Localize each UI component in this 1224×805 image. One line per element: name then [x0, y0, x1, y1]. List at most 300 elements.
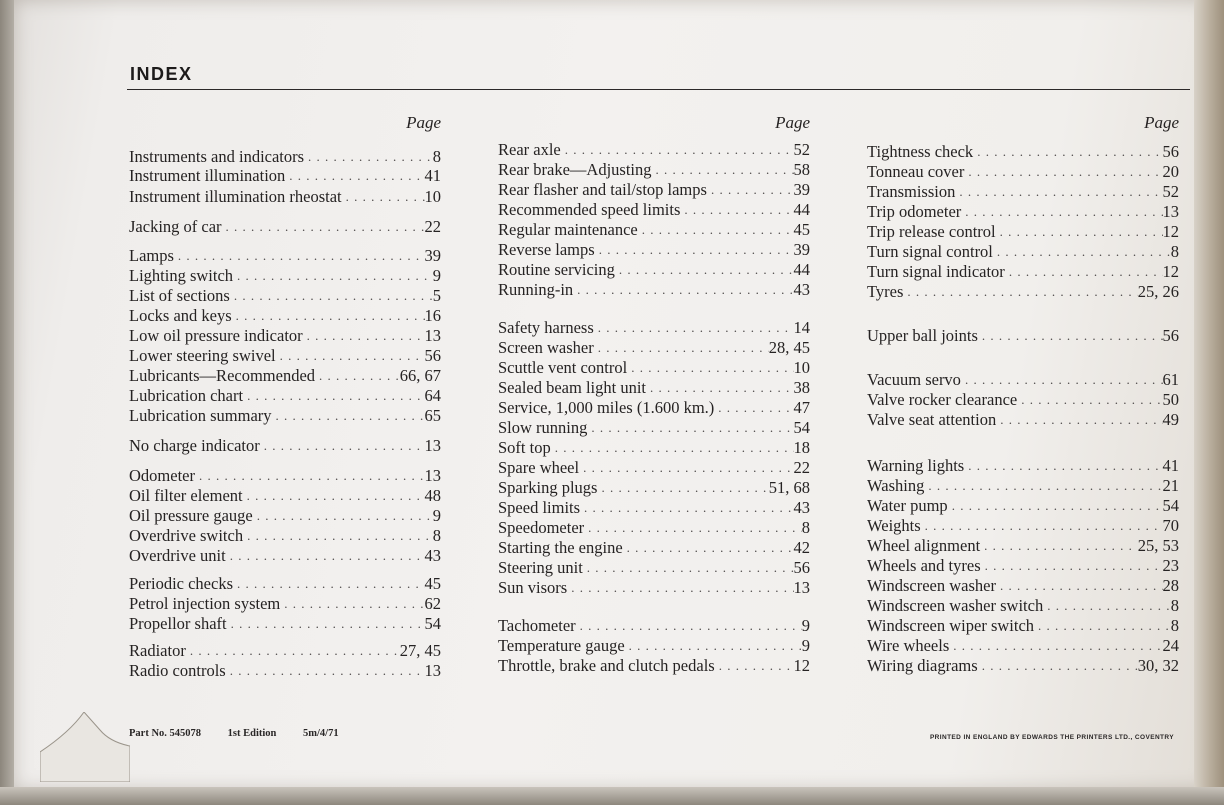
dog-eared-corner — [40, 712, 130, 782]
index-entry — [867, 202, 1179, 222]
index-entry — [129, 594, 441, 614]
index-term: No charge indicator — [129, 436, 260, 455]
dot-leader — [652, 160, 794, 180]
index-term: Radiator — [129, 641, 186, 660]
index-page-number: 5 — [432, 286, 441, 305]
dot-leader — [707, 180, 794, 200]
dot-leader — [186, 641, 400, 661]
index-page-number: 13 — [424, 436, 441, 455]
dot-leader — [623, 538, 794, 558]
dot-leader — [243, 386, 424, 406]
index-page-number: 64 — [424, 386, 441, 405]
index-page-number: 39 — [793, 180, 810, 199]
index-entry — [129, 406, 441, 426]
index-page-number: 49 — [1162, 410, 1179, 429]
index-term: Routine servicing — [498, 260, 615, 279]
dot-leader — [955, 182, 1162, 202]
dot-leader — [303, 326, 425, 346]
index-term: Valve seat attention — [867, 410, 997, 429]
index-term: Trip release control — [867, 222, 996, 241]
index-term: Lighting switch — [129, 266, 234, 285]
index-entry — [498, 438, 810, 458]
dot-leader — [594, 318, 794, 338]
index-entry — [129, 436, 441, 456]
index-entry — [129, 486, 441, 506]
index-entry — [867, 536, 1179, 556]
index-page-number: 56 — [1162, 142, 1179, 161]
index-entry — [498, 260, 810, 280]
dot-leader — [996, 222, 1163, 242]
index-term: Service, 1,000 miles (1.600 km.) — [498, 398, 715, 417]
index-page-number: 10 — [424, 187, 441, 206]
index-term: Speed limits — [498, 498, 581, 517]
page-column-heading: Page — [1144, 113, 1179, 132]
dot-leader — [226, 661, 425, 681]
dot-leader — [580, 498, 793, 518]
index-term: Vacuum servo — [867, 370, 961, 389]
index-entry — [498, 518, 810, 538]
dot-leader — [973, 142, 1162, 162]
index-entry — [498, 558, 810, 578]
index-term: Odometer — [129, 466, 195, 485]
index-entry — [498, 656, 810, 676]
index-term: Warning lights — [867, 456, 965, 475]
index-page-number: 62 — [424, 594, 441, 613]
index-entry — [129, 526, 441, 546]
index-page-number: 8 — [1170, 242, 1179, 261]
index-term: Lamps — [129, 246, 174, 265]
index-page-number: 56 — [424, 346, 441, 365]
index-page-number: 44 — [793, 260, 810, 279]
index-term: Running-in — [498, 280, 574, 299]
index-entry — [129, 326, 441, 346]
page-bottom-edge — [0, 787, 1224, 805]
index-term: Recommended speed limits — [498, 200, 681, 219]
index-entry — [129, 386, 441, 406]
index-entry — [129, 661, 441, 681]
index-page-number: 9 — [801, 616, 810, 635]
index-page-number: 21 — [1162, 476, 1179, 495]
index-entry — [129, 217, 441, 237]
page-edge — [1194, 0, 1224, 805]
index-page-number: 52 — [793, 140, 810, 159]
index-entry — [129, 246, 441, 266]
index-entry — [867, 142, 1179, 162]
index-page-number: 24 — [1162, 636, 1179, 655]
index-entry — [867, 242, 1179, 262]
index-entry — [498, 398, 810, 418]
index-page-number: 9 — [432, 506, 441, 525]
print-code: 5m/4/71 — [303, 728, 339, 739]
index-entry — [129, 466, 441, 486]
index-page-number: 8 — [432, 147, 441, 166]
index-page-number: 9 — [432, 266, 441, 285]
dot-leader — [638, 220, 794, 240]
index-column-3 — [867, 112, 1179, 675]
printer-credit: PRINTED IN ENGLAND BY EDWARDS THE PRINTERS LTD., COVENTRY — [929, 734, 1174, 741]
dot-leader — [978, 656, 1138, 676]
dot-leader — [993, 242, 1171, 262]
index-entry — [867, 476, 1179, 496]
dot-leader — [260, 436, 425, 456]
index-page-number: 58 — [793, 160, 810, 179]
index-page-number: 20 — [1162, 162, 1179, 181]
index-term: Reverse lamps — [498, 240, 595, 259]
index-page-number: 45 — [793, 220, 810, 239]
index-entry — [498, 498, 810, 518]
dot-leader — [948, 496, 1163, 516]
index-term: Steering unit — [498, 558, 583, 577]
dot-leader — [680, 200, 793, 220]
dot-leader — [315, 366, 400, 386]
index-entry — [867, 410, 1179, 430]
index-term: Throttle, brake and clutch pedals — [498, 656, 715, 675]
title-rule — [127, 89, 1190, 90]
index-entry — [867, 282, 1179, 302]
index-term: Wiring diagrams — [867, 656, 978, 675]
index-entry — [867, 222, 1179, 242]
index-page-number: 25, 53 — [1137, 536, 1179, 555]
index-entry — [867, 390, 1179, 410]
index-page-number: 56 — [1162, 326, 1179, 345]
index-term: Locks and keys — [129, 306, 232, 325]
index-page-number: 8 — [1170, 616, 1179, 635]
index-entry — [129, 306, 441, 326]
dot-leader — [285, 166, 424, 186]
dot-leader — [996, 410, 1162, 430]
index-entry — [498, 538, 810, 558]
dot-leader — [583, 558, 794, 578]
index-term: Oil pressure gauge — [129, 506, 253, 525]
index-entry — [867, 616, 1179, 636]
index-term: Washing — [867, 476, 925, 495]
index-page-number: 48 — [424, 486, 441, 505]
dot-leader — [1005, 262, 1163, 282]
dot-leader — [226, 546, 425, 566]
index-entry — [867, 182, 1179, 202]
dot-leader — [996, 576, 1163, 596]
index-page-number: 54 — [1162, 496, 1179, 515]
index-term: Scuttle vent control — [498, 358, 628, 377]
index-entry — [498, 160, 810, 180]
index-entry — [867, 456, 1179, 476]
index-page-number: 30, 32 — [1137, 656, 1179, 675]
dot-leader — [924, 476, 1162, 496]
index-term: Wire wheels — [867, 636, 950, 655]
index-page-number: 70 — [1162, 516, 1179, 535]
dot-leader — [903, 282, 1137, 302]
index-entry — [498, 140, 810, 160]
dot-leader — [230, 286, 433, 306]
index-page-number: 13 — [424, 326, 441, 345]
index-term: Turn signal indicator — [867, 262, 1005, 281]
index-entry — [498, 378, 810, 398]
index-entry — [498, 616, 810, 636]
index-entry — [498, 240, 810, 260]
index-term: Tachometer — [498, 616, 576, 635]
dot-leader — [1034, 616, 1171, 636]
index-page-number: 13 — [1162, 202, 1179, 221]
dot-leader — [551, 438, 794, 458]
dot-leader — [980, 536, 1138, 556]
dot-leader — [227, 614, 425, 634]
index-entry — [129, 187, 441, 207]
index-term: Regular maintenance — [498, 220, 638, 239]
index-page-number: 22 — [793, 458, 810, 477]
index-term: Periodic checks — [129, 574, 234, 593]
index-entry — [498, 220, 810, 240]
index-term: Tightness check — [867, 142, 974, 161]
index-entry — [867, 326, 1179, 346]
dot-leader — [594, 338, 769, 358]
index-page-number: 12 — [1162, 222, 1179, 241]
page-column-heading: Page — [406, 113, 441, 132]
footer-publication-info — [129, 728, 363, 739]
index-entry — [129, 546, 441, 566]
index-term: Instrument illumination — [129, 166, 286, 185]
index-page-number: 13 — [424, 466, 441, 485]
index-entry — [498, 180, 810, 200]
edition: 1st Edition — [227, 728, 277, 739]
part-number: Part No. 545078 — [129, 728, 202, 739]
index-entry — [867, 576, 1179, 596]
dot-leader — [646, 378, 793, 398]
index-page-number: 14 — [793, 318, 810, 337]
index-term: Windscreen wiper switch — [867, 616, 1035, 635]
index-page-number: 38 — [793, 378, 810, 397]
dot-leader — [949, 636, 1162, 656]
index-page-number: 39 — [793, 240, 810, 259]
dot-leader — [714, 398, 793, 418]
page-title: INDEX — [130, 64, 193, 84]
index-entry — [867, 636, 1179, 656]
index-entry — [498, 418, 810, 438]
dot-leader — [587, 418, 793, 438]
index-term: Windscreen washer — [867, 576, 996, 595]
page-column-heading: Page — [775, 113, 810, 132]
index-term: Starting the engine — [498, 538, 623, 557]
index-term: Upper ball joints — [867, 326, 978, 345]
index-page-number: 18 — [793, 438, 810, 457]
dot-leader — [1017, 390, 1162, 410]
index-page-number: 13 — [793, 578, 810, 597]
index-page-number: 41 — [424, 166, 441, 185]
index-entry — [498, 318, 810, 338]
dot-leader — [595, 240, 794, 260]
index-entry — [498, 338, 810, 358]
index-page-number: 28, 45 — [768, 338, 810, 357]
index-term: Sealed beam light unit — [498, 378, 647, 397]
index-term: Soft top — [498, 438, 551, 457]
index-term: Overdrive switch — [129, 526, 244, 545]
index-term: Lubricants—Recommended — [129, 366, 316, 385]
index-entry — [867, 496, 1179, 516]
dot-leader — [276, 346, 425, 366]
index-entry — [129, 366, 441, 386]
dot-leader — [576, 616, 802, 636]
index-term: Low oil pressure indicator — [129, 326, 303, 345]
dot-leader — [961, 370, 1163, 390]
dot-leader — [222, 217, 425, 237]
dot-leader — [981, 556, 1163, 576]
index-term: Wheels and tyres — [867, 556, 981, 575]
index-term: Slow running — [498, 418, 588, 437]
dot-leader — [272, 406, 425, 426]
index-page-number: 43 — [424, 546, 441, 565]
index-entry — [498, 358, 810, 378]
index-term: Tonneau cover — [867, 162, 965, 181]
index-term: Tyres — [867, 282, 904, 301]
index-term: Safety harness — [498, 318, 594, 337]
index-page-number: 39 — [424, 246, 441, 265]
dot-leader — [978, 326, 1163, 346]
dot-leader — [964, 162, 1162, 182]
index-term: Jacking of car — [129, 217, 222, 236]
index-entry — [867, 162, 1179, 182]
index-term: Spare wheel — [498, 458, 580, 477]
index-entry — [498, 478, 810, 498]
dot-leader — [233, 266, 433, 286]
dot-leader — [243, 486, 425, 506]
index-page-number: 28 — [1162, 576, 1179, 595]
dot-leader — [627, 358, 793, 378]
index-term: Lubrication summary — [129, 406, 272, 425]
index-page-number: 22 — [424, 217, 441, 236]
index-entry — [129, 614, 441, 634]
index-page-number: 44 — [793, 200, 810, 219]
index-term: Overdrive unit — [129, 546, 226, 565]
dot-leader — [174, 246, 425, 266]
index-entry — [129, 147, 441, 167]
index-page-number: 10 — [793, 358, 810, 377]
index-page-number: 41 — [1162, 456, 1179, 475]
index-page-number: 43 — [793, 498, 810, 517]
index-term: List of sections — [129, 286, 230, 305]
dot-leader — [961, 202, 1162, 222]
dot-leader — [715, 656, 794, 676]
index-page-number: 47 — [793, 398, 810, 417]
index-entry — [867, 656, 1179, 676]
index-page-number: 23 — [1162, 556, 1179, 575]
index-entry — [129, 641, 441, 661]
index-entry — [867, 516, 1179, 536]
dot-leader — [964, 456, 1162, 476]
dot-leader — [304, 147, 433, 167]
index-column-2 — [498, 112, 810, 675]
dot-leader — [625, 636, 802, 656]
dot-leader — [280, 594, 424, 614]
index-page-number: 43 — [793, 280, 810, 299]
dot-leader — [253, 506, 433, 526]
index-entry — [498, 280, 810, 300]
index-entry — [498, 636, 810, 656]
index-term: Valve rocker clearance — [867, 390, 1018, 409]
index-term: Lubrication chart — [129, 386, 244, 405]
index-page-number: 54 — [424, 614, 441, 633]
index-entry — [867, 262, 1179, 282]
index-term: Sparking plugs — [498, 478, 598, 497]
index-entry — [498, 458, 810, 478]
index-entry — [129, 574, 441, 594]
dot-leader — [921, 516, 1163, 536]
index-entry — [129, 506, 441, 526]
index-term: Turn signal control — [867, 242, 993, 261]
index-page-number: 66, 67 — [399, 366, 441, 385]
dot-leader — [615, 260, 794, 280]
index-page-number: 8 — [801, 518, 810, 537]
index-term: Oil filter element — [129, 486, 243, 505]
index-entry — [498, 200, 810, 220]
index-term: Rear brake—Adjusting — [498, 160, 652, 179]
dot-leader — [579, 458, 793, 478]
dot-leader — [243, 526, 433, 546]
dot-leader — [232, 306, 425, 326]
index-entry — [498, 578, 810, 598]
dot-leader — [584, 518, 802, 538]
index-entry — [867, 596, 1179, 616]
index-entry — [129, 166, 441, 186]
dot-leader — [233, 574, 424, 594]
index-term: Temperature gauge — [498, 636, 625, 655]
index-entry — [129, 286, 441, 306]
dot-leader — [561, 140, 794, 160]
index-term: Petrol injection system — [129, 594, 281, 613]
index-page-number: 52 — [1162, 182, 1179, 201]
dot-leader — [195, 466, 425, 486]
index-page-number: 25, 26 — [1137, 282, 1179, 301]
index-page-number: 50 — [1162, 390, 1179, 409]
index-entry — [129, 346, 441, 366]
dot-leader — [597, 478, 768, 498]
index-page-number: 42 — [793, 538, 810, 557]
index-entry — [867, 370, 1179, 390]
index-page-number: 45 — [424, 574, 441, 593]
index-page-number: 56 — [793, 558, 810, 577]
index-term: Wheel alignment — [867, 536, 981, 555]
dot-leader — [1043, 596, 1171, 616]
index-term: Trip odometer — [867, 202, 962, 221]
index-term: Speedometer — [498, 518, 585, 537]
index-term: Rear axle — [498, 140, 561, 159]
index-page-number: 65 — [424, 406, 441, 425]
index-page-number: 9 — [801, 636, 810, 655]
index-page-number: 12 — [793, 656, 810, 675]
index-page-number: 51, 68 — [768, 478, 810, 497]
dot-leader — [342, 187, 425, 207]
index-term: Weights — [867, 516, 921, 535]
index-page-number: 54 — [793, 418, 810, 437]
index-column-1 — [129, 112, 441, 680]
index-term: Instruments and indicators — [129, 147, 305, 166]
index-page-number: 27, 45 — [399, 641, 441, 660]
index-term: Radio controls — [129, 661, 226, 680]
index-term: Water pump — [867, 496, 948, 515]
index-term: Screen washer — [498, 338, 594, 357]
index-term: Propellor shaft — [129, 614, 227, 633]
index-term: Instrument illumination rheostat — [129, 187, 342, 206]
index-term: Rear flasher and tail/stop lamps — [498, 180, 707, 199]
index-page-number: 13 — [424, 661, 441, 680]
index-term: Sun visors — [498, 578, 568, 597]
dot-leader — [573, 280, 793, 300]
index-page-number: 8 — [432, 526, 441, 545]
index-term: Lower steering swivel — [129, 346, 276, 365]
index-term: Transmission — [867, 182, 956, 201]
index-page-number: 16 — [424, 306, 441, 325]
index-page-number: 61 — [1162, 370, 1179, 389]
index-page-number: 12 — [1162, 262, 1179, 281]
index-page-number: 8 — [1170, 596, 1179, 615]
